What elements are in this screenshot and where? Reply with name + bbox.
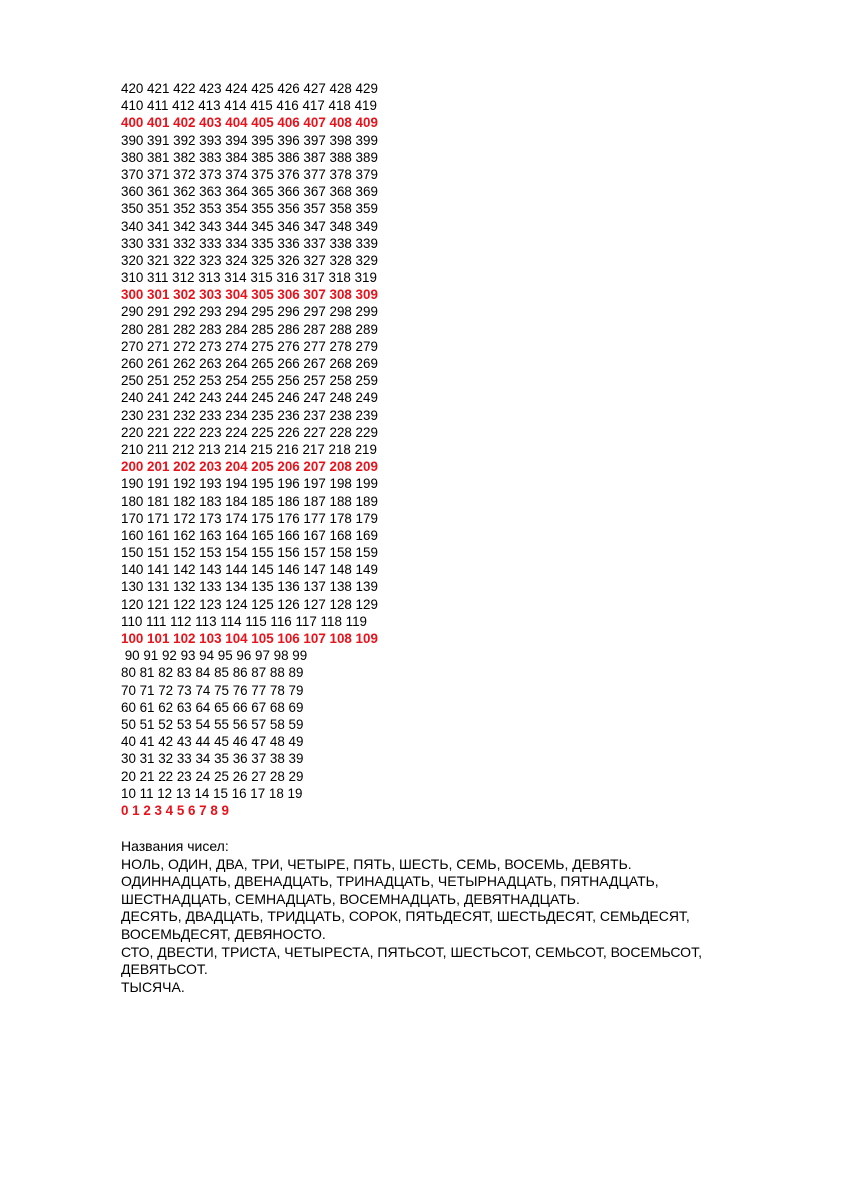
number-row-highlighted: 200 201 202 203 204 205 206 207 208 209 [121,459,378,475]
number-row: 370 371 372 373 374 375 376 377 378 379 [121,166,378,182]
number-row-highlighted: 300 301 302 303 304 305 306 307 308 309 [121,287,378,303]
number-names-line: СТО, ДВЕСТИ, ТРИСТА, ЧЕТЫРЕСТА, ПЯТЬСОТ, ШЕСТЬСОТ, СЕМЬСОТ, ВОСЕМЬСОТ, [121,943,702,960]
number-row: 170 171 172 173 174 175 176 177 178 179 [121,510,378,526]
number-row: 390 391 392 393 394 395 396 397 398 399 [121,132,378,148]
number-row: 250 251 252 253 254 255 256 257 258 259 [121,373,378,389]
number-row: 150 151 152 153 154 155 156 157 158 159 [121,545,378,561]
number-row: 30 31 32 33 34 35 36 37 38 39 [121,751,304,767]
number-row: 20 21 22 23 24 25 26 27 28 29 [121,768,304,784]
number-row: 280 281 282 283 284 285 286 287 288 289 [121,321,378,337]
number-row: 240 241 242 243 244 245 246 247 248 249 [121,390,378,406]
number-row: 310 311 312 313 314 315 316 317 318 319 [121,270,377,286]
number-row: 50 51 52 53 54 55 56 57 58 59 [121,716,304,732]
number-row: 70 71 72 73 74 75 76 77 78 79 [121,682,304,698]
number-names-line: ВОСЕМЬДЕСЯТ, ДЕВЯНОСТО. [121,925,326,942]
number-row: 180 181 182 183 184 185 186 187 188 189 [121,493,378,509]
number-row: 260 261 262 263 264 265 266 267 268 269 [121,356,378,371]
number-row: 420 421 422 423 424 425 426 427 428 429 [121,81,378,96]
number-row: 230 231 232 233 234 235 236 237 238 239 [121,407,378,423]
number-row: 220 221 222 223 224 225 226 227 228 229 [121,424,378,440]
number-row-highlighted: 0 1 2 3 4 5 6 7 8 9 [121,802,229,818]
number-row: 120 121 122 123 124 125 126 127 128 129 [121,596,378,612]
number-row: 330 331 332 333 334 335 336 337 338 339 [121,235,378,251]
number-row: 90 91 92 93 94 95 96 97 98 99 [121,648,308,664]
number-names-line: ТЫСЯЧА. [121,978,185,995]
number-row: 290 291 292 293 294 295 296 297 298 299 [121,304,378,320]
number-names-line: НОЛЬ, ОДИН, ДВА, ТРИ, ЧЕТЫРЕ, ПЯТЬ, ШЕСТЬ, СЕМЬ, ВОСЕМЬ, ДЕВЯТЬ. [121,855,632,872]
number-row: 110 111 112 113 114 115 116 117 118 119 [121,613,367,629]
number-names-section [121,838,801,996]
number-row: 360 361 362 363 364 365 366 367 368 369 [121,184,378,200]
number-row-highlighted: 100 101 102 103 104 105 106 107 108 109 [121,631,378,646]
number-names-line: ДЕВЯТЬСОТ. [121,961,208,978]
number-row: 160 161 162 163 164 165 166 167 168 169 [121,527,378,543]
number-names-line: ОДИННАДЦАТЬ, ДВЕНАДЦАТЬ, ТРИНАДЦАТЬ, ЧЕТЫРНАДЦАТЬ, ПЯТНАДЦАТЬ, [121,873,659,890]
number-row: 190 191 192 193 194 195 196 197 198 199 [121,476,378,492]
number-row: 380 381 382 383 384 385 386 387 388 389 [121,149,378,165]
number-row: 80 81 82 83 84 85 86 87 88 89 [121,665,304,681]
number-row: 320 321 322 323 324 325 326 327 328 329 [121,252,378,268]
number-names-line: ШЕСТНАДЦАТЬ, СЕМНАДЦАТЬ, ВОСЕМНАДЦАТЬ, ДЕВЯТНАДЦАТЬ. [121,890,580,907]
number-row: 350 351 352 353 354 355 356 357 358 359 [121,201,378,217]
number-row-highlighted: 400 401 402 403 404 405 406 407 408 409 [121,115,378,131]
number-row: 410 411 412 413 414 415 416 417 418 419 [121,98,377,114]
number-row: 10 11 12 13 14 15 16 17 18 19 [121,785,303,801]
number-grid [121,80,378,819]
number-row: 40 41 42 43 44 45 46 47 48 49 [121,734,304,750]
number-row: 140 141 142 143 144 145 146 147 148 149 [121,562,378,578]
number-row: 270 271 272 273 274 275 276 277 278 279 [121,338,378,354]
number-row: 130 131 132 133 134 135 136 137 138 139 [121,579,378,595]
number-row: 60 61 62 63 64 65 66 67 68 69 [121,699,304,715]
number-row: 340 341 342 343 344 345 346 347 348 349 [121,218,378,234]
number-names-heading: Названия чисел: [121,838,229,854]
number-names-line: ДЕСЯТЬ, ДВАДЦАТЬ, ТРИДЦАТЬ, СОРОК, ПЯТЬДЕСЯТ, ШЕСТЬДЕСЯТ, СЕМЬДЕСЯТ, [121,908,690,925]
number-row: 210 211 212 213 214 215 216 217 218 219 [121,441,377,457]
